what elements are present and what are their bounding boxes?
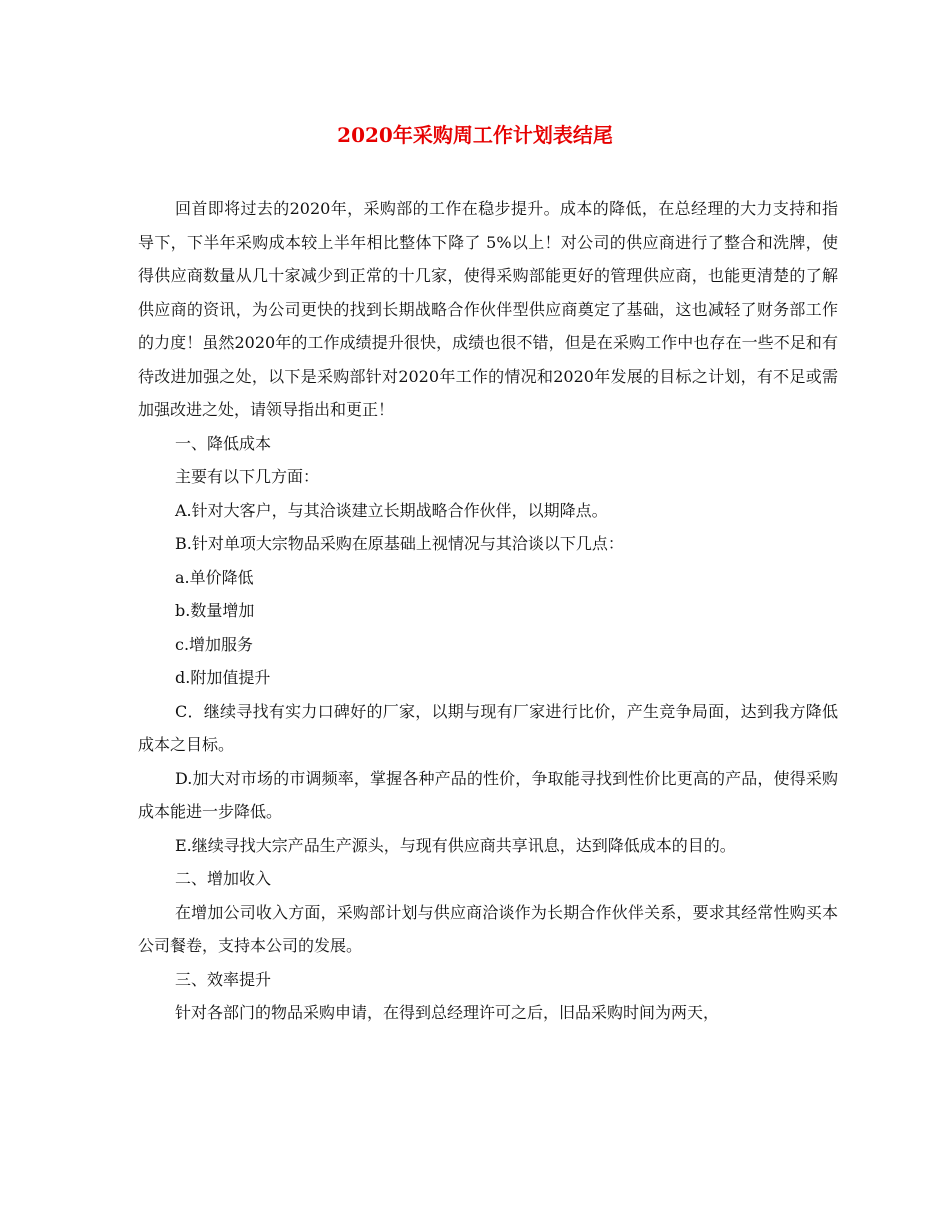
list-item: B.针对单项大宗物品采购在原基础上视情况与其洽谈以下几点： xyxy=(175,534,624,553)
section-heading-increase-income: 二、增加收入 xyxy=(175,869,272,888)
paragraph: 在增加公司收入方面，采购部计划与供应商洽谈作为长期合作伙伴关系，要求其经常性购买本公司餐卷，支持本公司的发展。 xyxy=(138,902,838,955)
sub-list-item: b.数量增加 xyxy=(175,601,255,620)
section-heading-cost-reduction: 一、降低成本 xyxy=(175,433,272,453)
document-body xyxy=(138,192,838,1030)
document-title: 2020年采购周工作计划表结尾 xyxy=(337,123,613,147)
list-item: C．继续寻找有实力口碑好的厂家，以期与现有厂家进行比价，产生竞争局面，达到我方降低成本之目标。 xyxy=(138,701,838,754)
list-item: D.加大对市场的市调频率，掌握各种产品的性价，争取能寻找到性价比更高的产品，使得采购成本能进一步降低。 xyxy=(138,768,838,821)
paragraph-intro: 回首即将过去的2020年，采购部的工作在稳步提升。成本的降低，在总经理的大力支持和指导下，下半年采购成本较上半年相比整体下降了 5%以上！对公司的供应商进行了整合和洗牌，使得供应商数量从几十家减少到正常的十几家，使得采购部能更好的管理供应商，也能更清楚的了解供应商的资讯，为公司更快的找到长期战略合作伙伴型供应商奠定了基础，这也减轻了财务部工作的力度！虽然2020年的工作成绩提升很快，成绩也很不错，但是在采购工作中也存在一些不足和有待改进加强之处，以下是采购部针对2020年工作的情况和2020年发展的目标之计划，有不足或需加强改进之处，请领导指出和更正！ xyxy=(138,199,838,419)
sub-list-item: a.单价降低 xyxy=(175,567,254,587)
list-item: E.继续寻找大宗产品生产源头，与现有供应商共享讯息，达到降低成本的目的。 xyxy=(175,835,736,855)
paragraph: 针对各部门的物品采购申请，在得到总经理许可之后，旧品采购时间为两天， xyxy=(175,1003,720,1022)
sub-list-item: d.附加值提升 xyxy=(175,668,271,687)
paragraph: 主要有以下几方面： xyxy=(175,467,320,486)
sub-list-item: c.增加服务 xyxy=(175,634,254,654)
section-heading-efficiency: 三、效率提升 xyxy=(175,969,272,989)
list-item: A.针对大客户，与其洽谈建立长期战略合作伙伴，以期降点。 xyxy=(175,500,608,520)
